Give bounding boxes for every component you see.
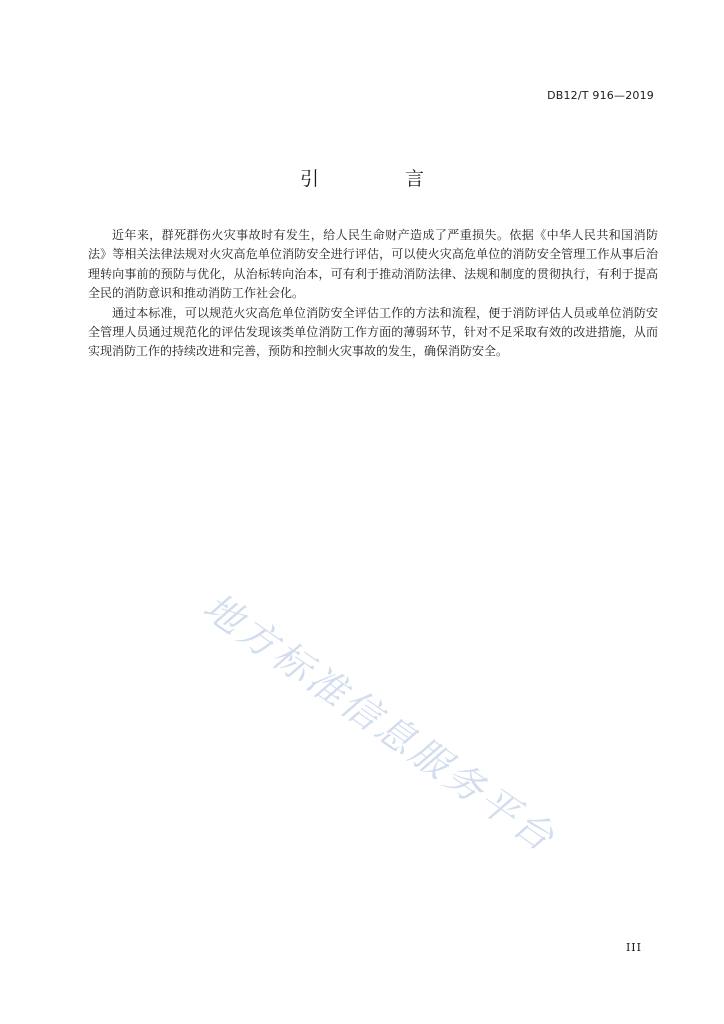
- watermark: 地方标准信息服务平台: [195, 584, 565, 862]
- paragraph-1: 近年来，群死群伤火灾事故时有发生，给人民生命财产造成了严重损失。依据《中华人民共和国消防法》等相关法律法规对火灾高危单位消防安全进行评估，可以使火灾高危单位的消防安全管理工作从事后治理转向事前的预防与优化，从治标转向治本，可有利于推动消防法律、法规和制度的贯彻执行，有利于提高全民的消防意识和推动消防工作社会化。: [88, 228, 658, 301]
- document-code: DB12/T 916—2019: [547, 89, 654, 102]
- document-body: [88, 226, 658, 362]
- page-title: 引 言: [299, 168, 465, 190]
- paragraph-2: 通过本标准，可以规范火灾高危单位消防安全评估工作的方法和流程，便于消防评估人员或单位消防安全管理人员通过规范化的评估发现该类单位消防工作方面的薄弱环节，针对不足采取有效的改进措施，从而实现消防工作的持续改进和完善，预防和控制火灾事故的发生，确保消防安全。: [88, 305, 658, 359]
- page-number: III: [625, 941, 642, 954]
